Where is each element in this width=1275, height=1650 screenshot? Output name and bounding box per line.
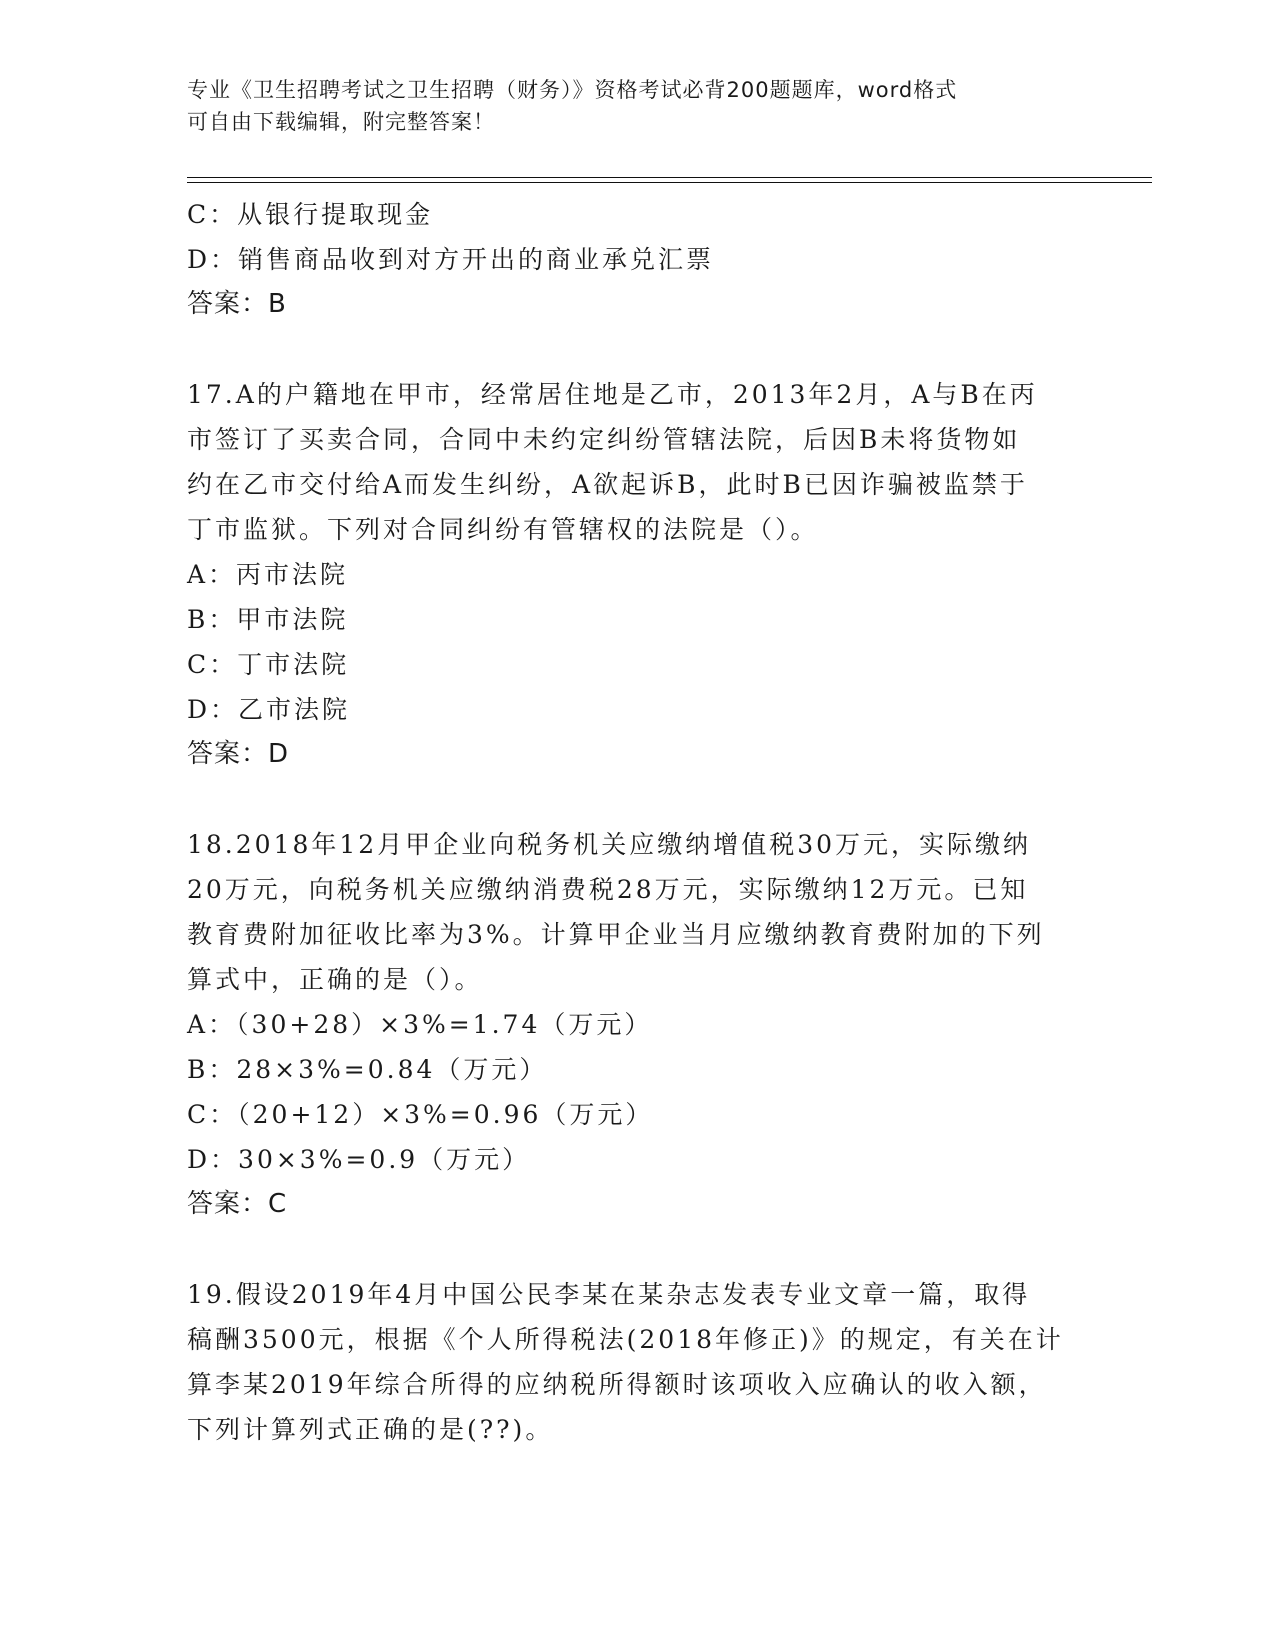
q17-stem-line: 丁市监狱。下列对合同纠纷有管辖权的法院是（）。 xyxy=(187,515,819,544)
q18-stem-line: 18.2018年12月甲企业向税务机关应缴纳增值税30万元，实际缴纳 xyxy=(187,830,1032,859)
q17-option-d: D：乙市法院 xyxy=(187,695,351,724)
q19-stem-line: 下列计算列式正确的是(??)。 xyxy=(187,1415,554,1444)
question-17 xyxy=(187,372,1087,777)
q19-stem-line: 19.假设2019年4月中国公民李某在某杂志发表专业文章一篇，取得 xyxy=(187,1280,1031,1309)
q17-stem-line: 17.A的户籍地在甲市，经常居住地是乙市，2013年2月，A与B在丙 xyxy=(187,380,1038,409)
spacer xyxy=(187,1227,1087,1272)
q17-option-b: B：甲市法院 xyxy=(187,605,349,634)
q18-option-b: B：28×3%=0.84（万元） xyxy=(187,1055,548,1084)
q17-option-c: C：丁市法院 xyxy=(187,650,350,679)
header-line-2: 可自由下载编辑，附完整答案！ xyxy=(187,110,495,134)
q18-option-d: D：30×3%=0.9（万元） xyxy=(187,1145,531,1174)
document-header xyxy=(187,74,1067,138)
q19-stem-line: 算李某2019年综合所得的应纳税所得额时该项收入应确认的收入额， xyxy=(187,1370,1047,1399)
q16-answer: 答案：B xyxy=(187,289,287,319)
q18-stem-line: 算式中，正确的是（）。 xyxy=(187,965,483,994)
question-content xyxy=(187,192,1087,1452)
question-18 xyxy=(187,822,1087,1227)
q18-stem-line: 20万元，向税务机关应缴纳消费税28万元，实际缴纳12万元。已知 xyxy=(187,875,1029,904)
q18-answer: 答案：C xyxy=(187,1189,288,1219)
header-rule-top xyxy=(187,177,1152,178)
question-19 xyxy=(187,1272,1087,1452)
spacer xyxy=(187,327,1087,372)
q18-option-a: A：（30+28）×3%=1.74（万元） xyxy=(187,1010,653,1039)
q17-stem-line: 市签订了买卖合同，合同中未约定纠纷管辖法院，后因B未将货物如 xyxy=(187,425,1021,454)
q16-option-d: D：销售商品收到对方开出的商业承兑汇票 xyxy=(187,245,715,274)
q19-stem-line: 稿酬3500元，根据《个人所得税法(2018年修正)》的规定，有关在计 xyxy=(187,1325,1064,1354)
question-16 xyxy=(187,192,1087,327)
q16-option-c: C：从银行提取现金 xyxy=(187,200,434,229)
q17-stem-line: 约在乙市交付给A而发生纠纷，A欲起诉B，此时B已因诈骗被监禁于 xyxy=(187,470,1028,499)
q17-answer: 答案：D xyxy=(187,739,290,769)
q17-option-a: A：丙市法院 xyxy=(187,560,349,589)
q18-option-c: C：（20+12）×3%=0.96（万元） xyxy=(187,1100,654,1129)
header-line-1: 专业《卫生招聘考试之卫生招聘（财务）》资格考试必背200题题库，word格式 xyxy=(187,78,958,102)
q18-stem-line: 教育费附加征收比率为3%。计算甲企业当月应缴纳教育费附加的下列 xyxy=(187,920,1045,949)
header-rule-bottom xyxy=(187,182,1152,183)
spacer xyxy=(187,777,1087,822)
